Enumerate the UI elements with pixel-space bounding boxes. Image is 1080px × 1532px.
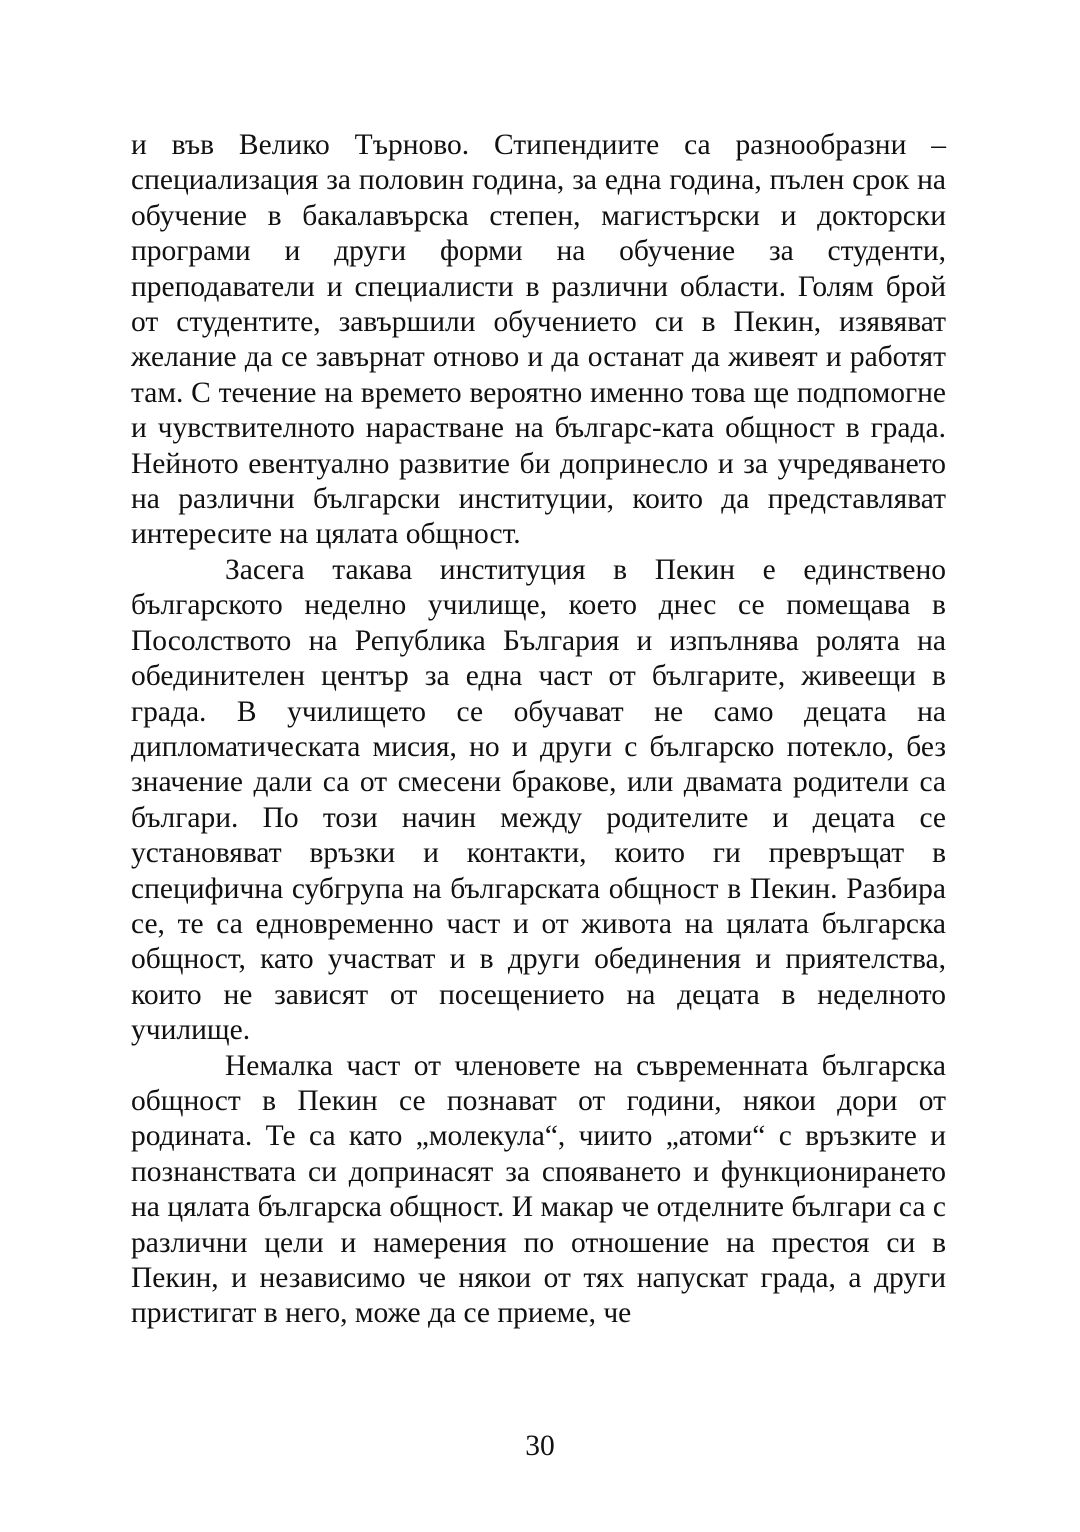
page-number: 30: [525, 1430, 555, 1462]
paragraph-continuation: и във Велико Търново. Стипендиите са разнообразни – специализация за половин година, за една година, пълен срок на обучение в бакалавърска степен, магистърски и докторски програми и други форми на обучение за студенти, преподаватели и специалисти в различни области. Голям брой от студентите, завършили обучението си в Пекин, изявяват желание да се завърнат отново и да останат да живеят и работят там. С течение на времето вероятно именно това ще подпомогне и чувствителното нарастване на българс-ката общност в града. Нейното евентуално развитие би допринесло и за учредяването на различни български институции, които да представляват интересите на цялата общност.: [131, 129, 946, 551]
body-text: [131, 128, 946, 1332]
paragraph-sunday-school: Засега такава институция в Пекин е единствено българското неделно училище, което днес се помещава в Посолството на Република България и изпълнява ролята на обединителен център за една част от българите, живеещи в града. В училището се обучават не само децата на дипломатическата мисия, но и други с българско потекло, без значение дали са от смесени бракове, или двамата родители са българи. По този начин между родителите и децата се установяват връзки и контакти, които ги превръщат в специфична субгрупа на българската общност в Пекин. Разбира се, те са едновременно част и от живота на цялата българска общност, като участват и в други обединения и приятелства, които не зависят от посещението на децата в неделното училище.: [131, 553, 946, 1047]
paragraph-community-molecule: Немалка част от членовете на съвременната българска общност в Пекин се познават от години, някои дори от родината. Те са като „молекула“, чиито „атоми“ с връзките и познанствата си допринасят за спояването и функционирането на цялата българска общност. И макар че отделните българи са с различни цели и намерения по отношение на престоя си в Пекин, и независимо че някои от тях напускат града, а други пристигат в него, може да се приеме, че: [131, 1049, 946, 1330]
